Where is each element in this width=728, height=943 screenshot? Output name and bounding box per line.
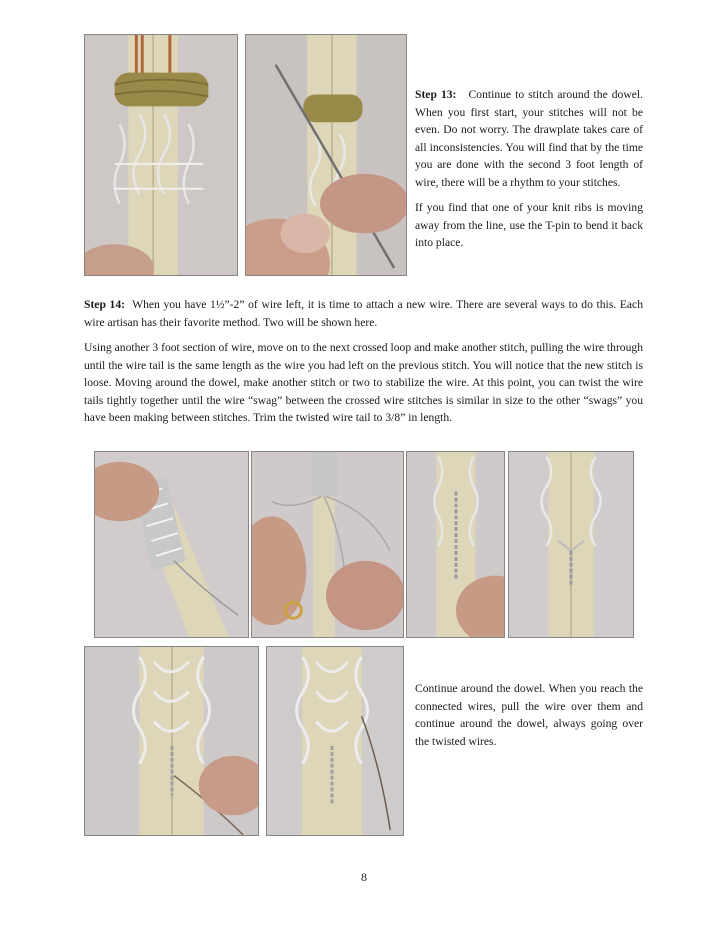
step-14-label: Step 14:: [84, 298, 126, 311]
step-13-text: Continue to stitch around the dowel. When you first start, your stitches will not be even. Do not worry. The drawplate takes care of all inconsistencies. You will find that by the time you are done with the second 3 foot length of wire, there will be a rhythm to your stitches.: [415, 88, 643, 189]
step-13-tip: If you find that one of your knit ribs is moving away from the line, use the T-pin to bend it back into place.: [415, 201, 643, 249]
step-14-instructions: Using another 3 foot section of wire, move on to the next crossed loop and make another stitch, pulling the wire through until the wire tail is the same length as the wire you had left on the previous stitch. You will notice that the new stitch is loose. Moving around the dowel, make another stitch or two to stabilize the wire. At this point, you can twist the wire tails tightly together until the wire “swag” between the crossed wire stitches is similar in size to the other “swags” you have been making between stitches. Trim the twisted wire tail to 3/8” in length.: [84, 341, 643, 424]
continue-text: Continue around the dowel. When you reach the connected wires, pull the wire over them and continue around the dowel, always going over the twisted wires.: [415, 682, 643, 748]
continue-instruction: [415, 680, 643, 758]
step-14-intro: When you have 1½”-2” of wire left, it is time to attach a new wire. There are several ways to do this. Each wire artisan has their favorite method. Two will be shown here.: [84, 298, 643, 329]
photo-over-twisted-wires: [266, 646, 404, 836]
photo-needle-stitching: [245, 34, 407, 276]
step-13-block: [415, 86, 643, 260]
page-number: 8: [361, 870, 367, 884]
photo-trimmed-tail: [508, 451, 634, 638]
photo-attaching-new-wire: [251, 451, 404, 638]
photo-continuing-around-dowel: [84, 646, 259, 836]
photo-twisted-wire-tail: [406, 451, 505, 638]
step-14-block: [84, 296, 643, 435]
photo-knit-tube-wire-tail: [94, 451, 249, 638]
photo-dowel-copper-wire: [84, 34, 238, 276]
step-13-label: Step 13:: [415, 88, 457, 101]
